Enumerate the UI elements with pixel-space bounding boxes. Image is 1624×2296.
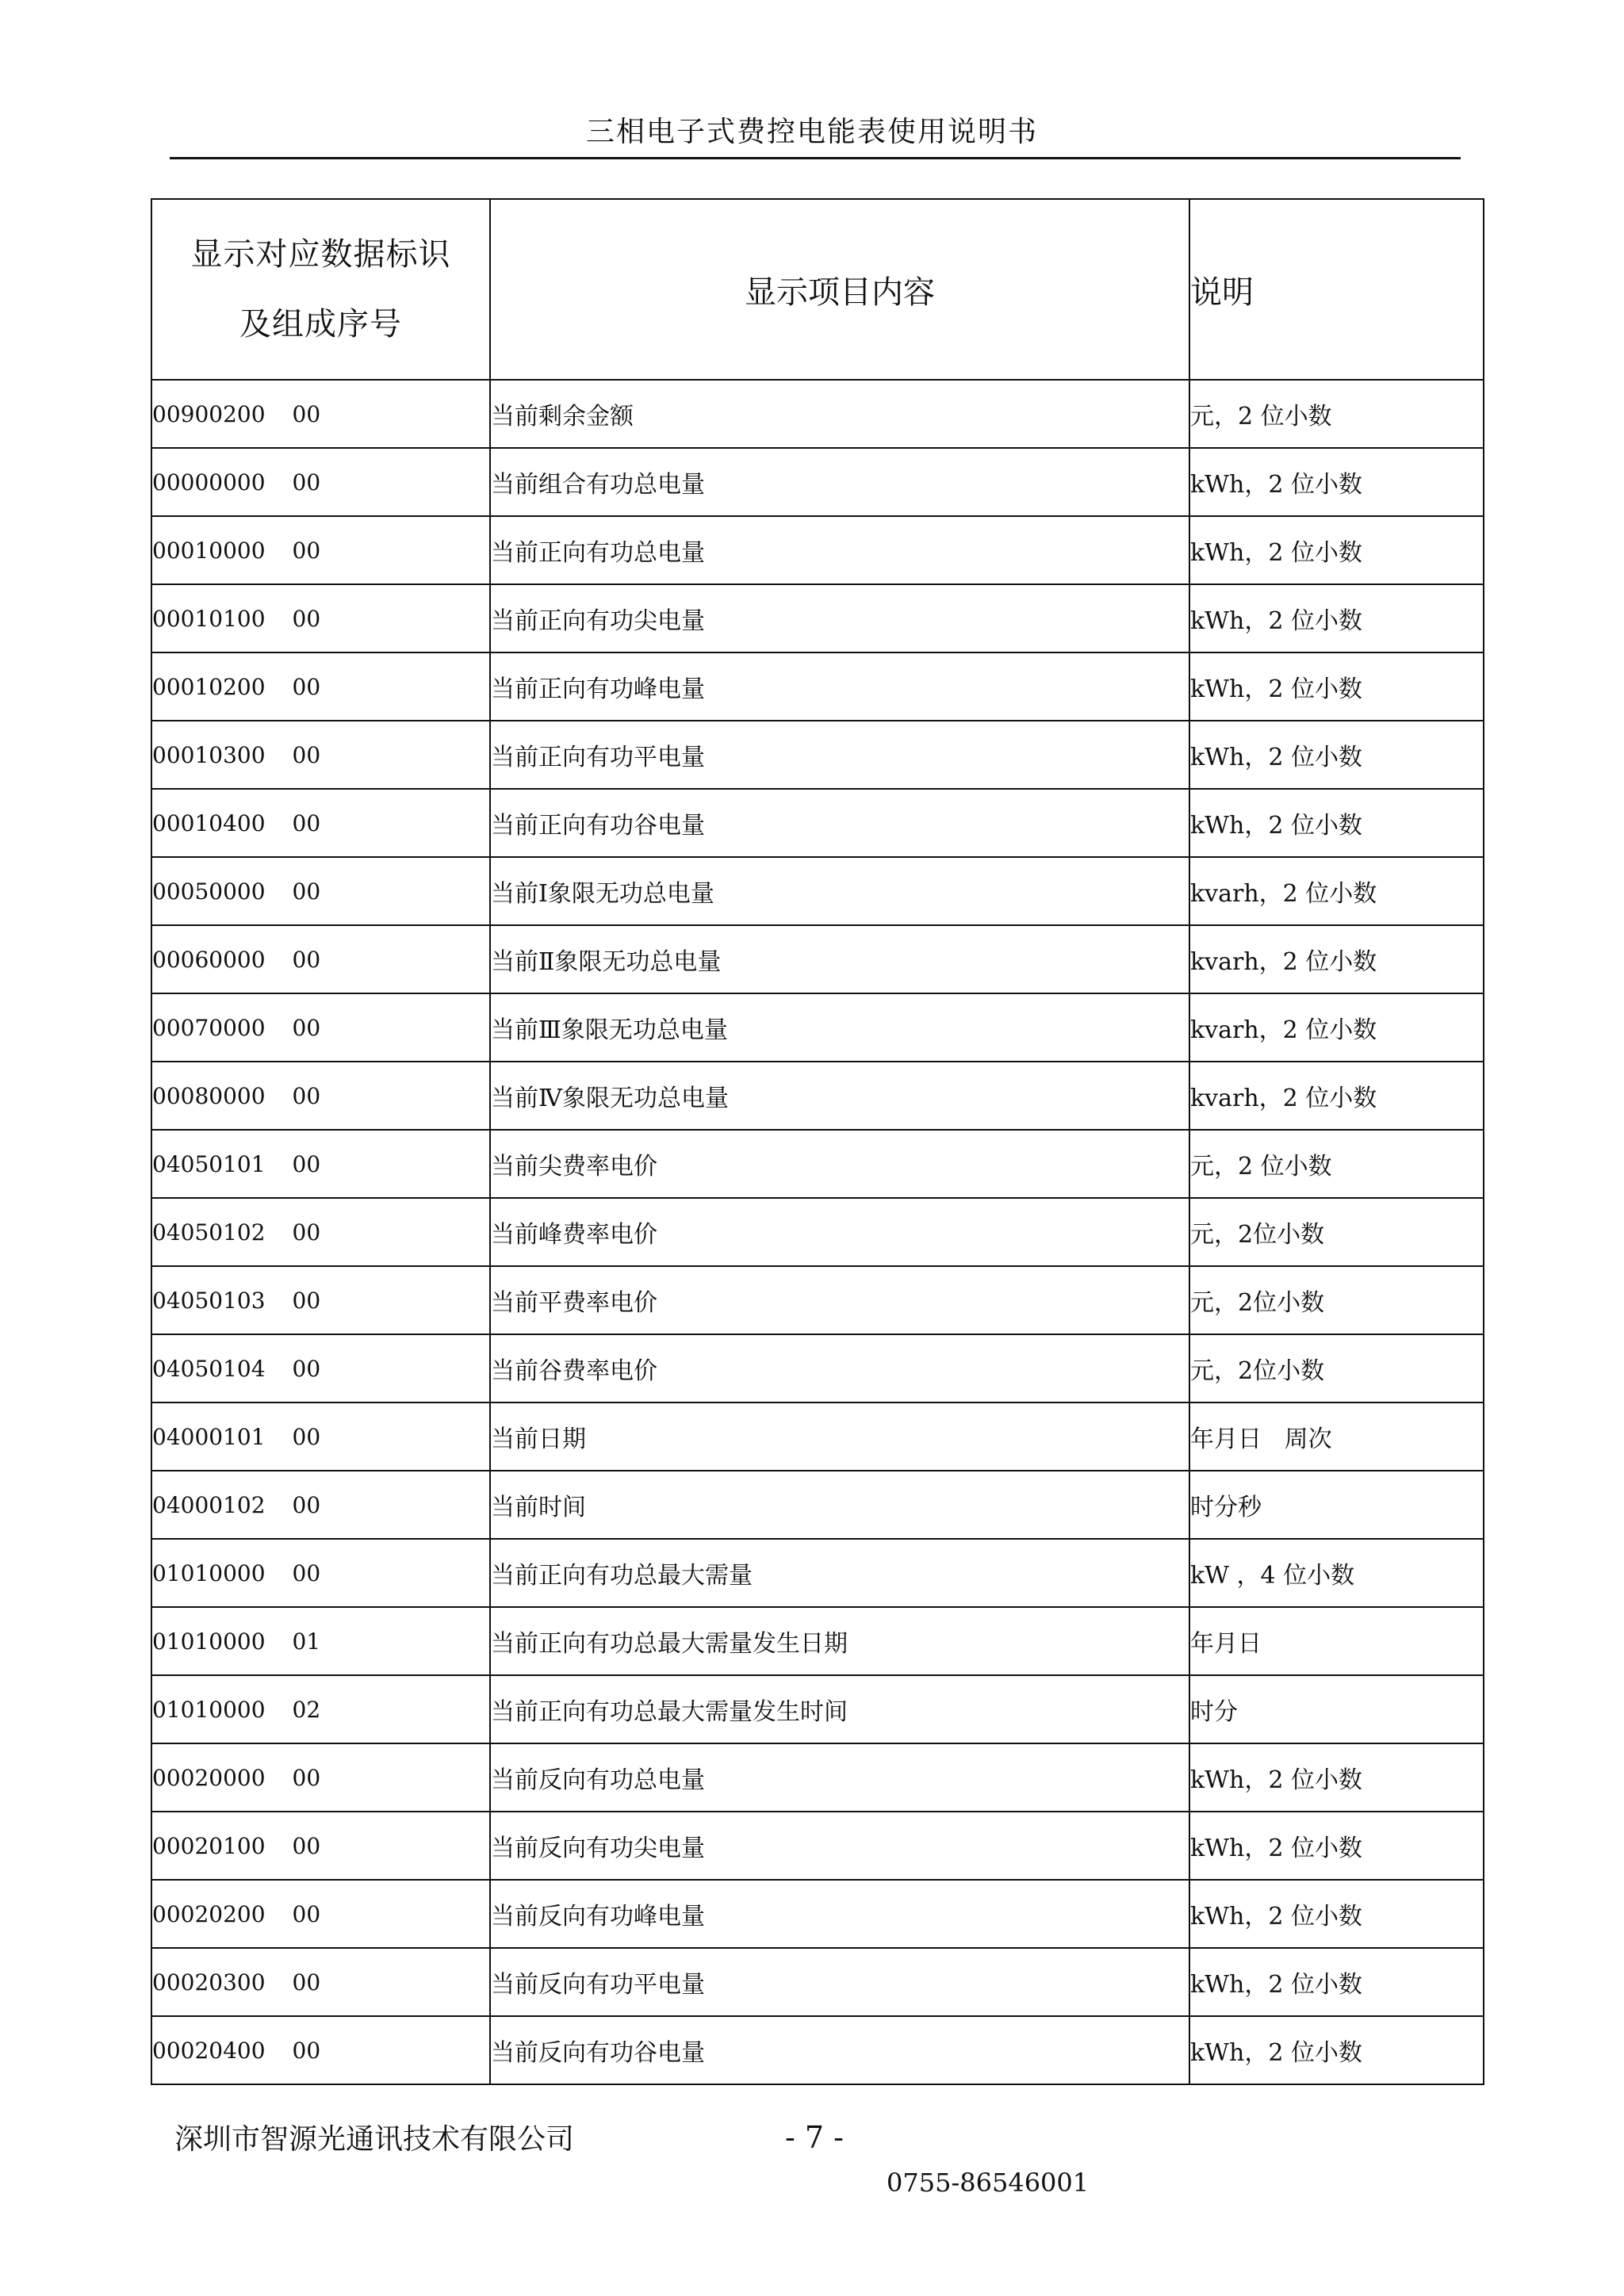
- description-cell: kWh，2 位小数: [1189, 652, 1484, 721]
- display-items-table: [151, 198, 1484, 2085]
- table-row: [151, 1675, 1484, 1743]
- description-cell: kvarh，2 位小数: [1189, 857, 1484, 925]
- data-id-cell: [151, 516, 490, 584]
- data-id-seq: 00: [292, 400, 321, 427]
- table-header-row: [151, 199, 1484, 380]
- description-cell: 元，2位小数: [1189, 1334, 1484, 1402]
- data-id-seq: 00: [292, 741, 321, 768]
- data-id-code: 00010300: [152, 741, 266, 768]
- table-row: [151, 857, 1484, 925]
- data-id-cell: [151, 1743, 490, 1812]
- description-cell: kWh，2 位小数: [1189, 1743, 1484, 1812]
- data-id-cell: [151, 1948, 490, 2016]
- table-row: [151, 789, 1484, 857]
- item-content-cell: 当前正向有功总电量: [490, 516, 1189, 584]
- description-cell: kvarh，2 位小数: [1189, 993, 1484, 1062]
- description-cell: kWh，2 位小数: [1189, 584, 1484, 652]
- data-id-code: 04000101: [152, 1423, 266, 1450]
- data-id-seq: 00: [292, 878, 321, 905]
- data-id-cell: [151, 1334, 490, 1402]
- data-id-code: 00010200: [152, 673, 266, 700]
- data-id-cell: [151, 1607, 490, 1675]
- data-id-cell: [151, 584, 490, 652]
- item-content-cell: 当前正向有功平电量: [490, 721, 1189, 789]
- data-id-cell: [151, 1402, 490, 1471]
- item-content-cell: 当前正向有功峰电量: [490, 652, 1189, 721]
- data-id-code: 00020400: [152, 2037, 266, 2064]
- data-id-seq: 00: [292, 1900, 321, 1927]
- description-cell: kWh，2 位小数: [1189, 789, 1484, 857]
- description-cell: 元，2位小数: [1189, 1198, 1484, 1266]
- item-content-cell: 当前正向有功总最大需量发生时间: [490, 1675, 1189, 1743]
- document-title: 三相电子式费控电能表使用说明书: [585, 116, 1038, 148]
- data-id-cell: [151, 857, 490, 925]
- data-id-seq: 00: [292, 605, 321, 632]
- table-row: [151, 1198, 1484, 1266]
- data-id-seq: 00: [292, 1969, 321, 1996]
- data-id-code: 00070000: [152, 1014, 266, 1041]
- item-content-cell: 当前反向有功总电量: [490, 1743, 1189, 1812]
- data-id-seq: 00: [292, 1764, 321, 1791]
- data-id-seq: 00: [292, 673, 321, 700]
- data-id-code: 00020200: [152, 1900, 266, 1927]
- item-content-cell: 当前反向有功谷电量: [490, 2016, 1189, 2084]
- table-row: [151, 652, 1484, 721]
- description-cell: kWh，2 位小数: [1189, 448, 1484, 516]
- table-row: [151, 380, 1484, 448]
- header-data-id-line2: 及组成序号: [239, 306, 402, 342]
- data-id-code: 00060000: [152, 946, 266, 973]
- data-id-seq: 00: [292, 469, 321, 496]
- data-id-code: 01010000: [152, 1628, 266, 1655]
- data-id-cell: [151, 1062, 490, 1130]
- data-id-seq: 00: [292, 946, 321, 973]
- item-content-cell: 当前Ⅳ象限无功总电量: [490, 1062, 1189, 1130]
- data-id-code: 04050102: [152, 1219, 266, 1246]
- item-content-cell: 当前剩余金额: [490, 380, 1189, 448]
- footer-company: 深圳市智源光通讯技术有限公司: [174, 2123, 575, 2156]
- table-row: [151, 1607, 1484, 1675]
- data-id-seq: 00: [292, 1219, 321, 1246]
- item-content-cell: 当前正向有功总最大需量: [490, 1539, 1189, 1607]
- data-id-code: 00900200: [152, 400, 266, 427]
- data-id-code: 00050000: [152, 878, 266, 905]
- item-content-cell: 当前反向有功尖电量: [490, 1812, 1189, 1880]
- data-id-code: 00000000: [152, 469, 266, 496]
- table-row: [151, 993, 1484, 1062]
- item-content-cell: 当前反向有功峰电量: [490, 1880, 1189, 1948]
- data-id-code: 00010100: [152, 605, 266, 632]
- table-row: [151, 721, 1484, 789]
- description-cell: kvarh，2 位小数: [1189, 1062, 1484, 1130]
- table-row: [151, 1743, 1484, 1812]
- data-id-code: 01010000: [152, 1696, 266, 1723]
- data-id-seq: 00: [292, 1559, 321, 1586]
- page-number: - 7 -: [785, 2120, 845, 2155]
- description-cell: kWh，2 位小数: [1189, 516, 1484, 584]
- description-cell: 元，2位小数: [1189, 1266, 1484, 1334]
- data-id-cell: [151, 993, 490, 1062]
- table-row: [151, 1471, 1484, 1539]
- data-id-cell: [151, 1880, 490, 1948]
- data-id-seq: 01: [292, 1628, 321, 1655]
- data-id-code: 00010000: [152, 537, 266, 564]
- data-id-seq: 00: [292, 809, 321, 836]
- item-content-cell: 当前谷费率电价: [490, 1334, 1189, 1402]
- item-content-cell: 当前正向有功尖电量: [490, 584, 1189, 652]
- data-id-cell: [151, 1539, 490, 1607]
- data-id-code: 04000102: [152, 1491, 266, 1518]
- data-id-cell: [151, 2016, 490, 2084]
- header-data-id: [151, 199, 490, 380]
- item-content-cell: 当前组合有功总电量: [490, 448, 1189, 516]
- item-content-cell: 当前日期: [490, 1402, 1189, 1471]
- table-row: [151, 584, 1484, 652]
- data-id-seq: 00: [292, 1355, 321, 1382]
- item-content-cell: 当前平费率电价: [490, 1266, 1189, 1334]
- description-cell: 元，2 位小数: [1189, 380, 1484, 448]
- data-id-seq: 00: [292, 1423, 321, 1450]
- data-id-cell: [151, 1130, 490, 1198]
- data-id-cell: [151, 1198, 490, 1266]
- data-id-cell: [151, 1812, 490, 1880]
- table-row: [151, 1062, 1484, 1130]
- header-description: 说明: [1189, 199, 1484, 380]
- description-cell: kvarh，2 位小数: [1189, 925, 1484, 993]
- description-cell: kWh，2 位小数: [1189, 1812, 1484, 1880]
- description-cell: kWh，2 位小数: [1189, 1948, 1484, 2016]
- table-row: [151, 925, 1484, 993]
- table-row: [151, 1948, 1484, 2016]
- description-cell: 时分: [1189, 1675, 1484, 1743]
- description-cell: kW ，4 位小数: [1189, 1539, 1484, 1607]
- item-content-cell: 当前峰费率电价: [490, 1198, 1189, 1266]
- description-cell: kWh，2 位小数: [1189, 2016, 1484, 2084]
- data-id-cell: [151, 1675, 490, 1743]
- description-cell: 年月日: [1189, 1607, 1484, 1675]
- data-id-code: 00020100: [152, 1832, 266, 1859]
- table-row: [151, 1334, 1484, 1402]
- data-id-seq: 00: [292, 1491, 321, 1518]
- data-id-code: 01010000: [152, 1559, 266, 1586]
- data-id-code: 00020300: [152, 1969, 266, 1996]
- table-row: [151, 448, 1484, 516]
- item-content-cell: 当前正向有功总最大需量发生日期: [490, 1607, 1189, 1675]
- item-content-cell: 当前Ⅱ象限无功总电量: [490, 925, 1189, 993]
- data-id-code: 04050101: [152, 1150, 266, 1177]
- data-id-seq: 02: [292, 1696, 321, 1723]
- table-row: [151, 1266, 1484, 1334]
- data-id-cell: [151, 380, 490, 448]
- data-id-cell: [151, 1471, 490, 1539]
- item-content-cell: 当前正向有功谷电量: [490, 789, 1189, 857]
- data-id-code: 00010400: [152, 809, 266, 836]
- description-cell: kWh，2 位小数: [1189, 1880, 1484, 1948]
- description-cell: 时分秒: [1189, 1471, 1484, 1539]
- item-content-cell: 当前时间: [490, 1471, 1189, 1539]
- description-cell: 元，2 位小数: [1189, 1130, 1484, 1198]
- data-id-seq: 00: [292, 1014, 321, 1041]
- table-row: [151, 1812, 1484, 1880]
- data-id-seq: 00: [292, 537, 321, 564]
- data-id-cell: [151, 721, 490, 789]
- item-content-cell: 当前尖费率电价: [490, 1130, 1189, 1198]
- data-id-seq: 00: [292, 1287, 321, 1314]
- data-id-cell: [151, 652, 490, 721]
- footer-phone: 0755-86546001: [887, 2168, 1090, 2198]
- header-item-content: 显示项目内容: [490, 199, 1189, 380]
- data-id-cell: [151, 1266, 490, 1334]
- data-id-seq: 00: [292, 1832, 321, 1859]
- header-divider: [170, 157, 1461, 159]
- header-data-id-line1: 显示对应数据标识: [190, 236, 451, 273]
- data-id-seq: 00: [292, 1150, 321, 1177]
- description-cell: 年月日 周次: [1189, 1402, 1484, 1471]
- table-row: [151, 2016, 1484, 2084]
- data-id-code: 00020000: [152, 1764, 266, 1791]
- data-id-cell: [151, 789, 490, 857]
- item-content-cell: 当前Ⅰ象限无功总电量: [490, 857, 1189, 925]
- data-id-cell: [151, 448, 490, 516]
- table-row: [151, 1880, 1484, 1948]
- data-id-cell: [151, 925, 490, 993]
- data-id-code: 00080000: [152, 1082, 266, 1109]
- table-row: [151, 1402, 1484, 1471]
- data-id-seq: 00: [292, 1082, 321, 1109]
- table-row: [151, 1130, 1484, 1198]
- data-id-code: 04050104: [152, 1355, 266, 1382]
- table-row: [151, 516, 1484, 584]
- description-cell: kWh，2 位小数: [1189, 721, 1484, 789]
- item-content-cell: 当前反向有功平电量: [490, 1948, 1189, 2016]
- table-row: [151, 1539, 1484, 1607]
- data-id-seq: 00: [292, 2037, 321, 2064]
- data-id-code: 04050103: [152, 1287, 266, 1314]
- item-content-cell: 当前Ⅲ象限无功总电量: [490, 993, 1189, 1062]
